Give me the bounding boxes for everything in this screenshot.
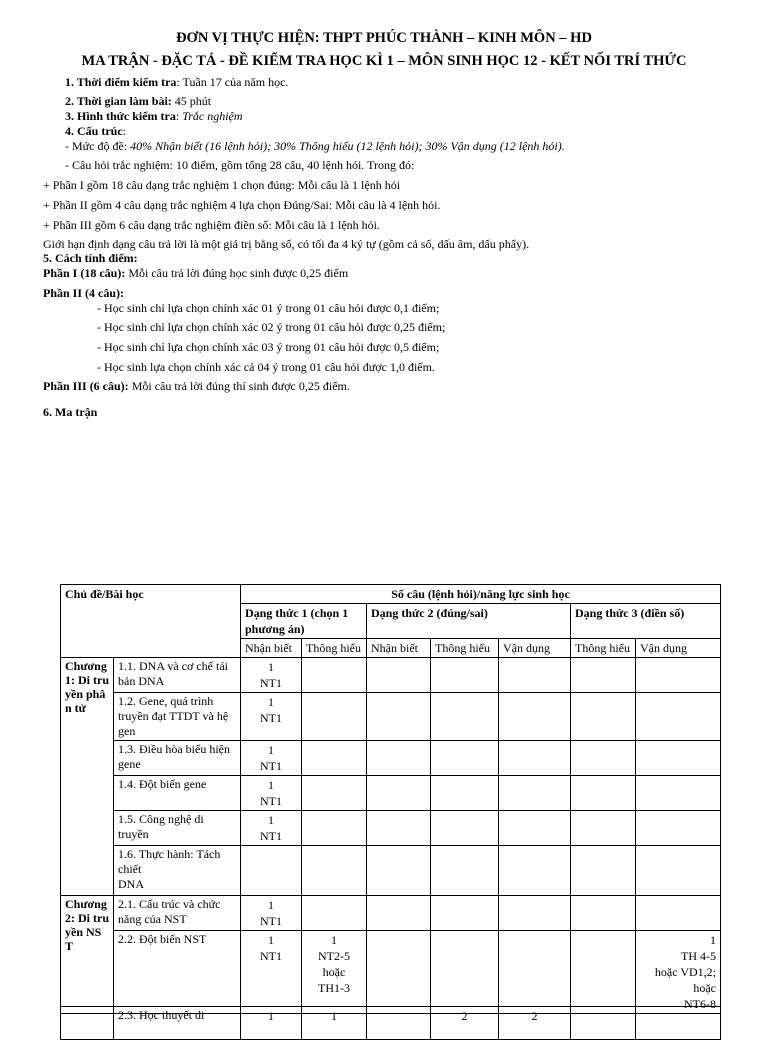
cell-th-3 [571,896,636,931]
scoring-part1 [43,266,348,281]
header-format-3: Dạng thức 3 (điền số) [571,604,721,639]
info-level [65,139,565,154]
cell-th-2 [431,811,499,846]
cell-nb-2 [367,658,431,693]
cell-vd-2 [499,693,571,741]
format-label: 3. Hình thức kiểm tra [65,109,176,123]
cell-th-2 [431,896,499,931]
cell-th-2 [431,693,499,741]
table-row [61,811,721,846]
cell-nb-2 [367,846,431,896]
info-part1: + Phần I gồm 18 câu dạng trắc nghiệm 1 chọn đúng: Mỗi câu là 1 lệnh hỏi [43,178,401,192]
lesson-cell: 2.2. Đột biến NST [114,931,241,1014]
table-row [61,896,721,931]
time-point-value: : Tuần 17 của năm học. [176,75,289,89]
cell-th-3 [571,693,636,741]
info-format [65,109,243,124]
lesson-cell: 1.2. Gene, quá trình truyền đạt TTDT và hệ gen [114,693,241,741]
cell-nb-1 [241,846,302,896]
subheader-vd-3: Vận dụng [636,639,721,658]
scoring-heading: 5. Cách tính điểm: [43,251,138,265]
format-colon: : [175,109,183,123]
info-limit: Giới hạn định dạng câu trả lời là một giá trị bằng số, có tối đa 4 ký tự (gồm cả số, dấu âm, dấu phẩy). [43,237,530,251]
scoring-p2-line-2: - Học sinh chỉ lựa chọn chính xác 02 ý trong 01 câu hỏi được 0,25 điểm; [97,320,446,334]
matrix-header-row-1 [61,585,721,604]
table-row [61,741,721,776]
lesson-cell: 1.4. Đột biến gene [114,776,241,811]
scoring-p2-line-3: - Học sinh chỉ lựa chọn chính xác 03 ý trong 01 câu hỏi được 0,5 điểm; [97,340,440,354]
structure-label: 4. Cấu trúc [65,124,123,138]
cell-nb-1: 1 NT1 [241,658,302,693]
cell-nb-2 [367,693,431,741]
cell-vd-2 [499,811,571,846]
scoring-p1-label: Phần I (18 câu): [43,266,126,280]
cell-vd-2 [499,896,571,931]
cell-vd-3 [636,693,721,741]
table-row [61,776,721,811]
table-row [61,1007,721,1040]
cell-th-3 [571,811,636,846]
cell-th-2 [431,931,499,1014]
cell-vd-2: 2 [499,1007,571,1040]
time-point-label: 1. Thời điểm kiểm tra [65,75,177,89]
cell-vd-3 [636,741,721,776]
cell-th-3 [571,1007,636,1040]
subheader-nb-1: Nhận biết [241,639,302,658]
matrix-table-continued [60,1006,721,1040]
cell-th-1 [302,693,367,741]
subheader-vd-2: Vận dụng [499,639,571,658]
lesson-cell: 1.6. Thực hành: Tách chiết DNA [114,846,241,896]
cell-th-3 [571,776,636,811]
scoring-p3-value: Mỗi câu trả lời đúng thí sinh được 0,25 điểm. [128,379,350,393]
cell-vd-3 [636,1007,721,1040]
cell-nb-1: 1 NT1 [241,931,302,1014]
cell-vd-3 [636,896,721,931]
cell-nb-2 [367,1007,431,1040]
level-prefix: - Mức độ đề: [65,139,131,153]
scoring-p2-line-1: - Học sinh chỉ lựa chọn chính xác 01 ý trong 01 câu hỏi được 0,1 điểm; [97,301,440,315]
cell-th-2 [431,741,499,776]
cell-th-3 [571,846,636,896]
scoring-p1-value: Mỗi câu trả lời đúng học sinh được 0,25 điểm [125,266,349,280]
cell-th-3 [571,658,636,693]
cell-th-1: 1 NT2-5 hoặc TH1-3 [302,931,367,1014]
cell-vd-3 [636,776,721,811]
scoring-p3-label: Phần III (6 câu): [43,379,129,393]
cell-nb-1: 1 NT1 [241,741,302,776]
subheader-th-1: Thông hiểu [302,639,367,658]
table-row [61,658,721,693]
table-row [61,693,721,741]
table-row [61,931,721,1014]
header-format-1: Dạng thức 1 (chọn 1 phương án) [241,604,367,639]
subheader-th-2: Thông hiểu [431,639,499,658]
cell-vd-2 [499,931,571,1014]
format-value: Trắc nghiệm [182,109,243,123]
cell-th-1 [302,896,367,931]
cell-nb-2 [367,741,431,776]
document-org-title: ĐƠN VỊ THỰC HIỆN: THPT PHÚC THÀNH – KINH MÔN – HD [176,30,592,46]
cell-nb-1: 1 NT1 [241,693,302,741]
info-questions: - Câu hỏi trắc nghiệm: 10 điểm, gồm tổng 28 câu, 40 lệnh hỏi. Trong đó: [65,158,415,172]
cell-th-2 [431,776,499,811]
subheader-th-3: Thông hiểu [571,639,636,658]
cell-vd-3 [636,658,721,693]
cell-vd-2 [499,846,571,896]
cell-nb-2 [367,896,431,931]
lesson-cell: 2.3. Học thuyết di [114,1007,241,1040]
cell-vd-3 [636,811,721,846]
cell-th-1 [302,658,367,693]
document-title: MA TRẬN - ĐẶC TẢ - ĐỀ KIỂM TRA HỌC KÌ 1 – MÔN SINH HỌC 12 - KẾT NỐI TRÍ THỨC [81,53,687,69]
lesson-cell: 1.3. Điều hòa biểu hiện gene [114,741,241,776]
cell-th-1 [302,741,367,776]
cell-nb-2 [367,776,431,811]
info-structure [65,124,126,139]
header-count: Số câu (lệnh hỏi)/năng lực sinh học [241,585,721,604]
subheader-nb-2: Nhận biết [367,639,431,658]
matrix-heading: 6. Ma trận [43,405,98,419]
cell-vd-2 [499,741,571,776]
cell-th-3 [571,931,636,1014]
cell-th-1 [302,811,367,846]
topic-chapter-2: Chương 2: Di truyền NST [61,896,114,1014]
topic-cell-empty [61,1007,114,1040]
cell-th-2: 2 [431,1007,499,1040]
cell-nb-2 [367,931,431,1014]
scoring-p2-label: Phần II (4 câu): [43,286,125,300]
cell-vd-3 [636,846,721,896]
cell-nb-1: 1 [241,1007,302,1040]
cell-th-3 [571,741,636,776]
header-topic: Chủ đề/Bài học [61,585,241,658]
lesson-cell: 2.1. Cấu trúc và chức năng của NST [114,896,241,931]
structure-colon: : [122,124,127,138]
info-time-point [65,75,288,90]
matrix-table [60,584,721,1014]
lesson-cell: 1.1. DNA và cơ chế tái bản DNA [114,658,241,693]
info-part2: + Phần II gồm 4 câu dạng trắc nghiệm 4 lựa chọn Đúng/Sai: Mỗi câu là 4 lệnh hỏi. [43,198,441,212]
scoring-part3 [43,379,350,394]
header-format-2: Dạng thức 2 (đúng/sai) [367,604,571,639]
matrix-body [61,658,721,1014]
cell-nb-1: 1 NT1 [241,811,302,846]
info-duration [65,94,211,109]
cell-nb-1: 1 NT1 [241,896,302,931]
scoring-p2-line-4: - Học sinh lựa chọn chính xác cả 04 ý trong 01 câu hỏi được 1,0 điểm. [97,360,435,374]
duration-value: 45 phút [171,94,212,108]
cell-vd-2 [499,776,571,811]
cell-vd-2 [499,658,571,693]
table-row [61,846,721,896]
cell-th-1 [302,776,367,811]
cell-th-1: 1 [302,1007,367,1040]
topic-chapter-1: Chương 1: Di truyền phân tử [61,658,114,896]
cell-th-1 [302,846,367,896]
cell-th-2 [431,846,499,896]
cell-nb-1: 1 NT1 [241,776,302,811]
cell-th-2 [431,658,499,693]
info-part3: + Phần III gồm 6 câu dạng trắc nghiệm điền số: Mỗi câu là 1 lệnh hỏi. [43,218,381,232]
lesson-cell: 1.5. Công nghệ di truyền [114,811,241,846]
cell-vd-3: 1 TH 4-5 hoặc VD1,2; hoặc NT6-8 [636,931,721,1014]
duration-label: 2. Thời gian làm bài: [65,94,172,108]
cell-nb-2 [367,811,431,846]
level-value: 40% Nhận biết (16 lệnh hỏi); 30% Thông hiểu (12 lệnh hỏi); 30% Vận dụng (12 lệnh hỏi). [130,139,565,153]
